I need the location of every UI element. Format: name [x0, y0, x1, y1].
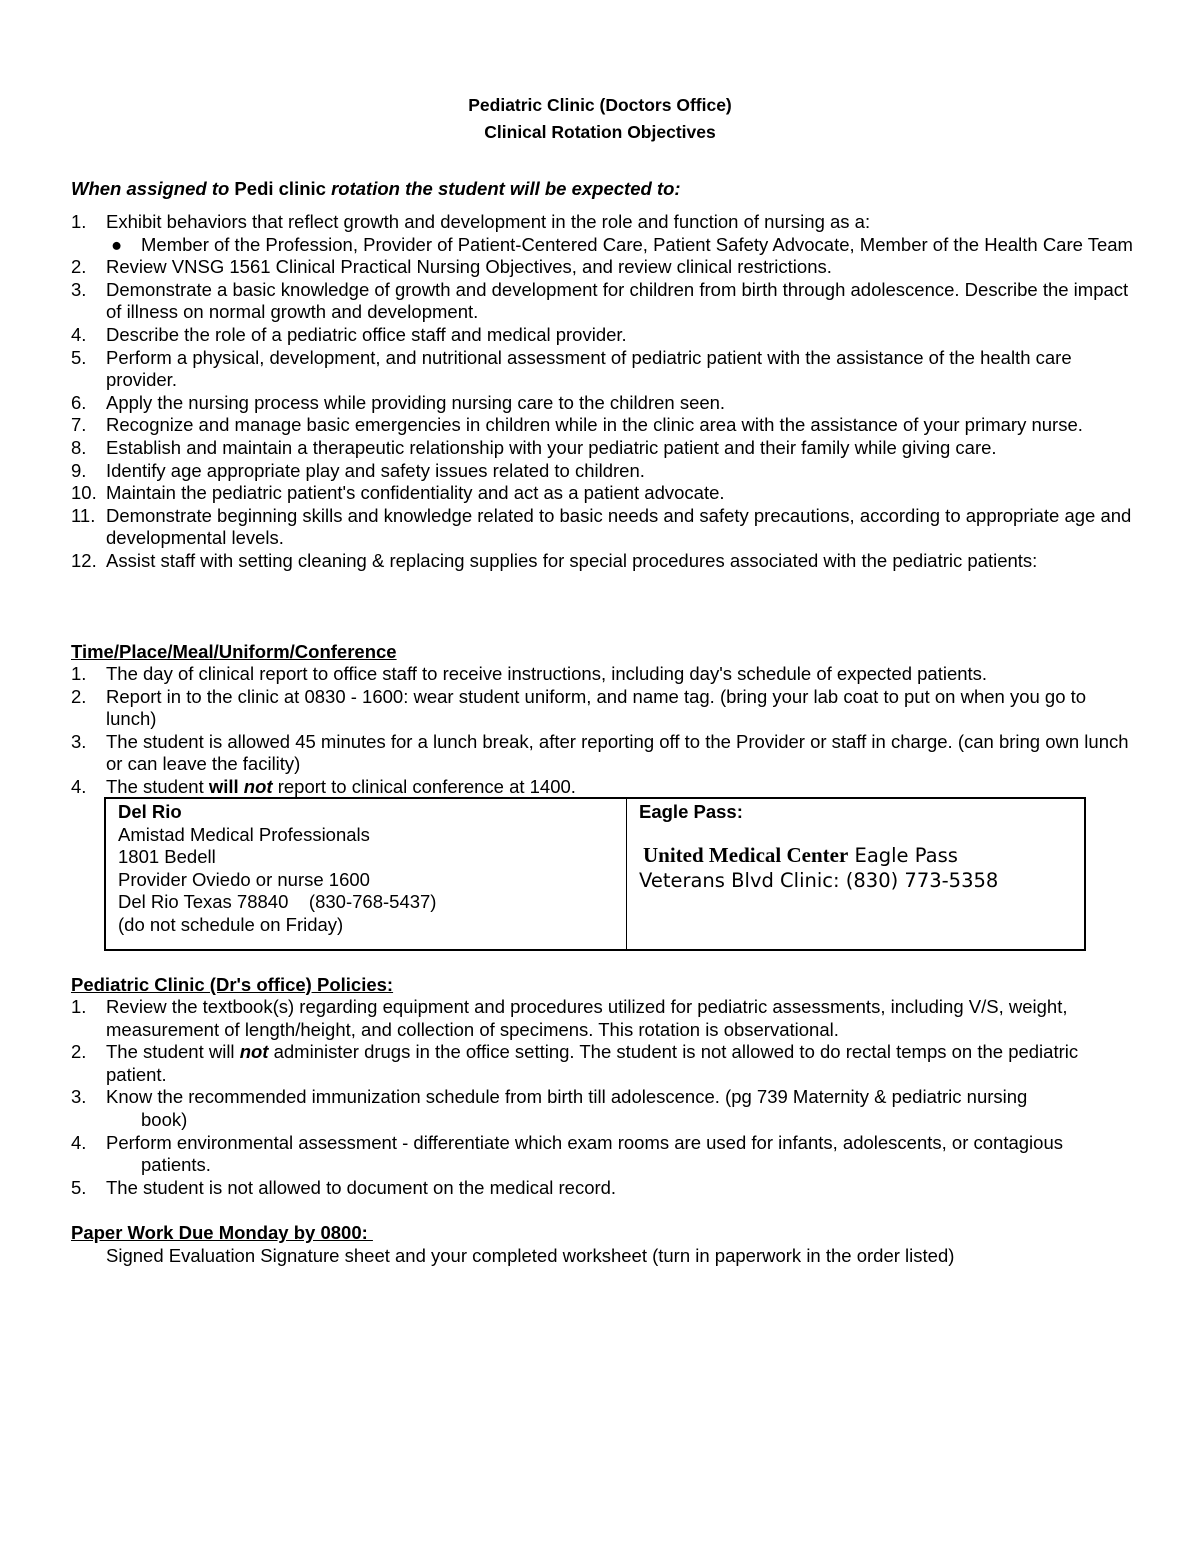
page-subtitle: Clinical Rotation Objectives	[484, 122, 716, 142]
eagle-pass-heading: Eagle Pass:	[639, 801, 743, 822]
paperwork-text: Signed Evaluation Signature sheet and your completed worksheet (turn in paperwork in the order listed)	[106, 1245, 955, 1266]
policy-text-line: Know the recommended immunization schedule from birth till adolescence. (pg 739 Maternity & pediatric nursing	[106, 1086, 1028, 1108]
objective-item	[71, 279, 1136, 324]
policy-number: 1.	[71, 996, 87, 1017]
objective-item	[71, 256, 1136, 279]
objective-number: 12.	[71, 549, 97, 571]
time-number: 3.	[71, 730, 87, 752]
objective-item	[71, 550, 1136, 573]
objective-text: Perform a physical, development, and nutritional assessment of pediatric patient with the assistance of the health care provider.	[106, 346, 1072, 391]
intro-part3: rotation the student will be expected to:	[331, 178, 681, 199]
policy-text-line: book)	[141, 1108, 188, 1130]
policy-text-line: patients.	[141, 1154, 211, 1176]
objective-number: 11.	[71, 504, 96, 526]
objective-text: Describe the role of a pediatric office staff and medical provider.	[106, 323, 627, 345]
time-item	[71, 663, 1136, 686]
bullet-icon: ●	[111, 233, 123, 255]
time-item	[71, 731, 1136, 776]
time-text: The day of clinical report to office staff to receive instructions, including day's schedule of expected patients.	[106, 663, 988, 684]
objective-number: 6.	[71, 391, 87, 413]
time-text-bold: will	[208, 775, 244, 797]
time-list	[71, 663, 1136, 799]
policy-text-post: administer drugs in the office setting. The student is not allowed to do rectal temps on the pediatric patient.	[106, 1041, 1079, 1085]
eagle-pass-name-suffix: Eagle Pass	[848, 843, 958, 867]
intro-part2: Pedi clinic	[229, 178, 332, 199]
policy-number: 2.	[71, 1041, 87, 1063]
time-number: 2.	[71, 685, 87, 707]
del-rio-line: 1801 Bedell	[118, 846, 216, 868]
objective-number: 10.	[71, 482, 97, 504]
del-rio-line: (do not schedule on Friday)	[118, 913, 344, 935]
objective-number: 4.	[71, 323, 87, 345]
policy-text: The student is not allowed to document on the medical record.	[106, 1176, 617, 1198]
objective-text: Establish and maintain a therapeutic relationship with your pediatric patient and their family while giving care.	[106, 436, 997, 458]
policy-number: 4.	[71, 1131, 87, 1153]
policy-item	[71, 1086, 1136, 1131]
section-heading-time: Time/Place/Meal/Uniform/Conference	[71, 641, 397, 662]
eagle-pass-line: Veterans Blvd Clinic: (830) 773-5358	[639, 868, 999, 892]
policies-list	[71, 996, 1136, 1199]
objective-item	[71, 211, 1136, 256]
objective-text: Demonstrate a basic knowledge of growth and development for children from birth through adolescence. Describe the impact of illness on normal growth and development.	[106, 278, 1129, 323]
objective-item	[71, 414, 1136, 437]
objective-item	[71, 505, 1136, 550]
objective-number: 9.	[71, 459, 87, 481]
objective-number: 8.	[71, 436, 87, 458]
objective-text: Assist staff with setting cleaning & replacing supplies for special procedures associated with the pediatric patients:	[106, 549, 1038, 571]
policy-item	[71, 1132, 1136, 1177]
time-text: The student is allowed 45 minutes for a lunch break, after reporting off to the Provider or staff in charge. (can bring own lunch or can leave the facility)	[106, 730, 1129, 775]
time-text: Report in to the clinic at 0830 - 1600: wear student uniform, and name tag. (bring your lab coat to put on when you go to lunch)	[106, 685, 1087, 730]
time-item	[71, 686, 1136, 731]
objective-text: Identify age appropriate play and safety issues related to children.	[106, 459, 645, 481]
objective-text: Demonstrate beginning skills and knowledge related to basic needs and safety precautions, according to appropriate age and developmental levels.	[106, 504, 1132, 549]
objective-sub-item	[106, 234, 1136, 257]
objective-item	[71, 437, 1136, 460]
del-rio-line: Del Rio Texas 78840 (830-768-5437)	[118, 891, 437, 913]
intro-statement	[71, 178, 681, 200]
objective-text: Review VNSG 1561 Clinical Practical Nursing Objectives, and review clinical restrictions.	[106, 256, 832, 278]
time-text-bold-italic: not	[243, 775, 273, 797]
objective-text: Maintain the pediatric patient's confidentiality and act as a patient advocate.	[106, 482, 725, 504]
policy-text-line: Perform environmental assessment - differentiate which exam rooms are used for infants, adolescents, or contagious	[106, 1131, 1063, 1153]
policy-number: 5.	[71, 1176, 87, 1198]
time-text-post: report to clinical conference at 1400.	[272, 775, 576, 797]
locations-table	[104, 797, 1086, 951]
time-text-pre: The student	[106, 775, 209, 797]
del-rio-cell	[105, 798, 627, 950]
objective-item	[71, 324, 1136, 347]
del-rio-line: Provider Oviedo or nurse 1600	[118, 868, 370, 890]
del-rio-line: Amistad Medical Professionals	[118, 823, 370, 845]
objectives-list	[71, 211, 1136, 573]
objective-number: 1.	[71, 211, 87, 232]
policy-item	[71, 1041, 1136, 1086]
objective-item	[71, 392, 1136, 415]
objective-number: 2.	[71, 256, 87, 278]
objective-number: 5.	[71, 346, 87, 368]
objective-sub-list	[106, 234, 1136, 257]
section-heading-policies: Pediatric Clinic (Dr's office) Policies:	[71, 974, 394, 995]
policy-item	[71, 996, 1136, 1041]
objective-item	[71, 347, 1136, 392]
policy-item	[71, 1177, 1136, 1200]
policy-text: Review the textbook(s) regarding equipment and procedures utilized for pediatric assessments, including V/S, weight, measurement of length/height, and collection of specimens. This rotation is observational.	[106, 996, 1068, 1040]
time-number: 1.	[71, 663, 87, 684]
objective-number: 7.	[71, 414, 87, 436]
objective-number: 3.	[71, 278, 87, 300]
objective-text: Apply the nursing process while providing nursing care to the children seen.	[106, 391, 726, 413]
del-rio-heading: Del Rio	[118, 801, 182, 822]
page-title: Pediatric Clinic (Doctors Office)	[468, 95, 732, 115]
time-number: 4.	[71, 775, 87, 797]
time-item	[71, 776, 1136, 799]
policy-text-bold-italic: not	[239, 1041, 269, 1063]
intro-part1: When assigned to	[71, 178, 230, 199]
eagle-pass-cell	[627, 798, 1086, 950]
eagle-pass-name-line	[639, 842, 1072, 869]
policy-number: 3.	[71, 1086, 87, 1108]
section-heading-paperwork: Paper Work Due Monday by 0800:	[71, 1222, 373, 1243]
objective-text: Recognize and manage basic emergencies in children while in the clinic area with the assistance of your primary nurse.	[106, 414, 1083, 436]
sub-item-text: Member of the Profession, Provider of Patient-Centered Care, Patient Safety Advocate, Member of the Health Care Team	[141, 233, 1133, 255]
eagle-pass-clinic-name: United Medical Center	[643, 842, 849, 867]
objective-item	[71, 482, 1136, 505]
objective-item	[71, 460, 1136, 483]
policy-text-pre: The student will	[106, 1041, 240, 1063]
objective-text: Exhibit behaviors that reflect growth and development in the role and function of nursing as a:	[106, 211, 871, 232]
